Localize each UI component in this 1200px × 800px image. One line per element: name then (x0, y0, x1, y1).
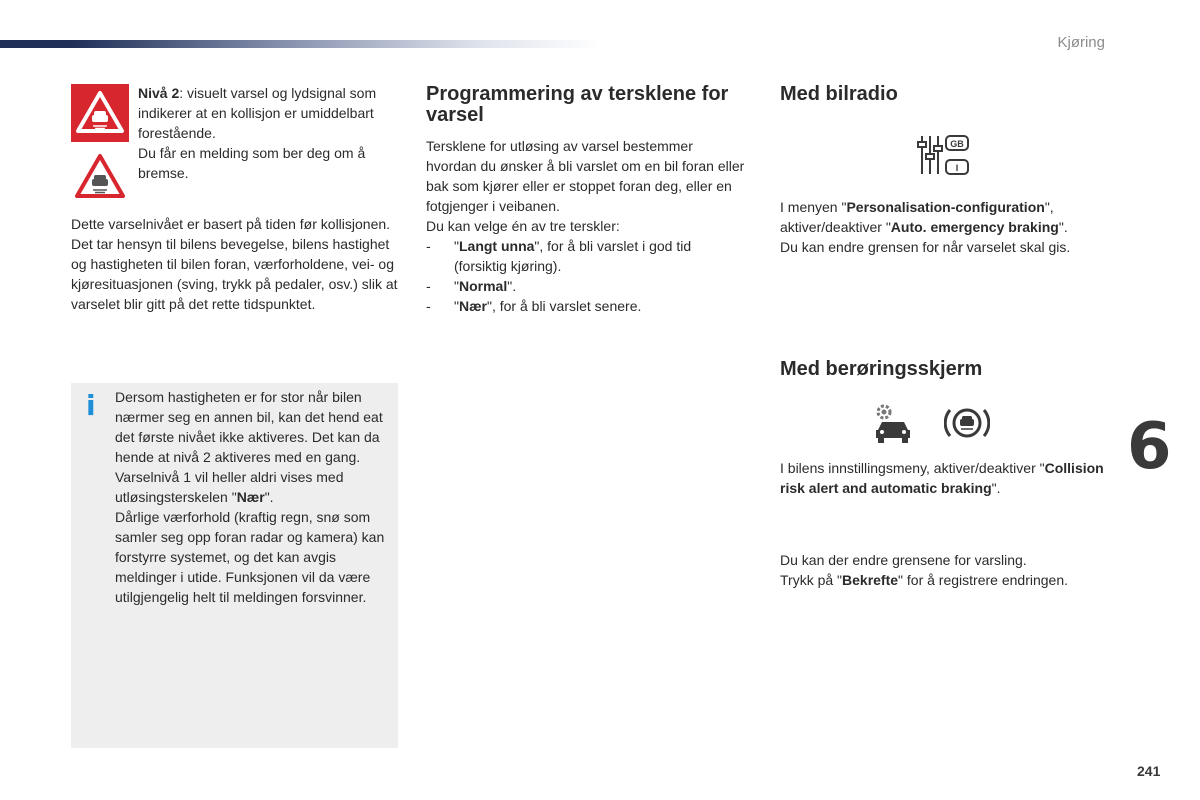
touchscreen-heading: Med berøringsskjerm (780, 358, 983, 380)
radio-limit-text: Du kan endre grensen for når varselet skal gis. (780, 239, 1071, 255)
threshold-heading: Programmering av tersklene for varsel (426, 83, 729, 126)
info-icon: i (86, 389, 96, 422)
chapter-number: 6 (1127, 410, 1172, 484)
threshold-intro: Tersklene for utløsing av varsel bestemmer hvordan du ønsker å bli varslet om en bil foran eller bak som kjører eller er stoppet foran deg, eller en fotgjenger i veibanen. (426, 138, 745, 214)
radio-menu-text: I menyen "Personalisation-configuration", aktiver/deaktiver "Auto. emergency braking". (780, 199, 1068, 235)
page-number: 241 (1137, 763, 1161, 779)
radio-instructions (780, 197, 1110, 257)
info-box-content (115, 387, 390, 607)
chapter-title: Kjøring (1057, 34, 1105, 51)
touchscreen-section (780, 359, 1110, 380)
threshold-option-far-note: (forsiktig kjøring). (454, 258, 562, 274)
info-paragraph-1: Dersom hastigheten er for stor når bilen nærmer seg en annen bil, kan det hend eat det første nivået ikke aktiveres. Det kan da hende at nivå 2 aktiveres med en gang. (115, 389, 383, 465)
threshold-section (426, 84, 746, 316)
radio-section (780, 84, 1110, 105)
radio-settings-icon (916, 132, 972, 178)
threshold-option-far: - "Langt unna", for å bli varslet i god tid (426, 238, 692, 254)
confirm-text: Trykk på "Bekrefte" for å registrere endringen. (780, 572, 1068, 588)
threshold-option-normal: - "Normal". (426, 278, 517, 294)
radio-icon-label-top: GB (950, 139, 964, 149)
threshold-choose: Du kan velge én av tre terskler: (426, 218, 620, 234)
level2-text: : visuelt varsel og lydsignal som indikerer at en kollisjon er umiddelbart forestående. (138, 85, 377, 141)
change-limits (780, 550, 1110, 590)
radio-heading: Med bilradio (780, 83, 898, 105)
radio-icon-label-bottom: I (955, 163, 959, 173)
touchscreen-menu-text: I bilens innstillingsmeny, aktiver/deaktiver "Collision risk alert and automatic braking". (780, 460, 1104, 496)
level2-message: Du får en melding som ber deg om å bremse. (138, 145, 366, 181)
collision-warning-red-icon (71, 84, 129, 142)
threshold-option-near: - "Nær", for å bli varslet senere. (426, 298, 642, 314)
emergency-braking-icon (944, 402, 990, 444)
info-paragraph-2: Varselnivå 1 vil heller aldri vises med utløsingsterskelen "Nær". (115, 469, 344, 505)
touchscreen-instructions (780, 458, 1110, 498)
level2-description (138, 83, 400, 183)
info-paragraph-3: Dårlige værforhold (kraftig regn, snø som samler seg opp foran radar og kamera) kan forstyrre systemet, og det kan avgis meldinger i utide. Funksjonen vil da være utilgjengelig helt til meldingen forsvinner. (115, 509, 385, 605)
level-explanation-text: Dette varselnivået er basert på tiden før kollisjonen. Det tar hensyn til bilens bevegelse, bilens hastighet og hastigheten til bilen foran, værforholdene, vei- og kjøresituasjonen (sving, trykk på pedaler, osv.) slik at varselet blir gitt på det rette tidspunktet. (71, 216, 398, 312)
header-gradient-bar (0, 40, 600, 48)
level-explanation (71, 214, 401, 314)
change-limits-text: Du kan der endre grensene for varsling. (780, 552, 1027, 568)
collision-warning-outline-icon (71, 150, 129, 208)
vehicle-settings-icon (870, 400, 916, 446)
level2-label: Nivå 2 (138, 85, 180, 101)
